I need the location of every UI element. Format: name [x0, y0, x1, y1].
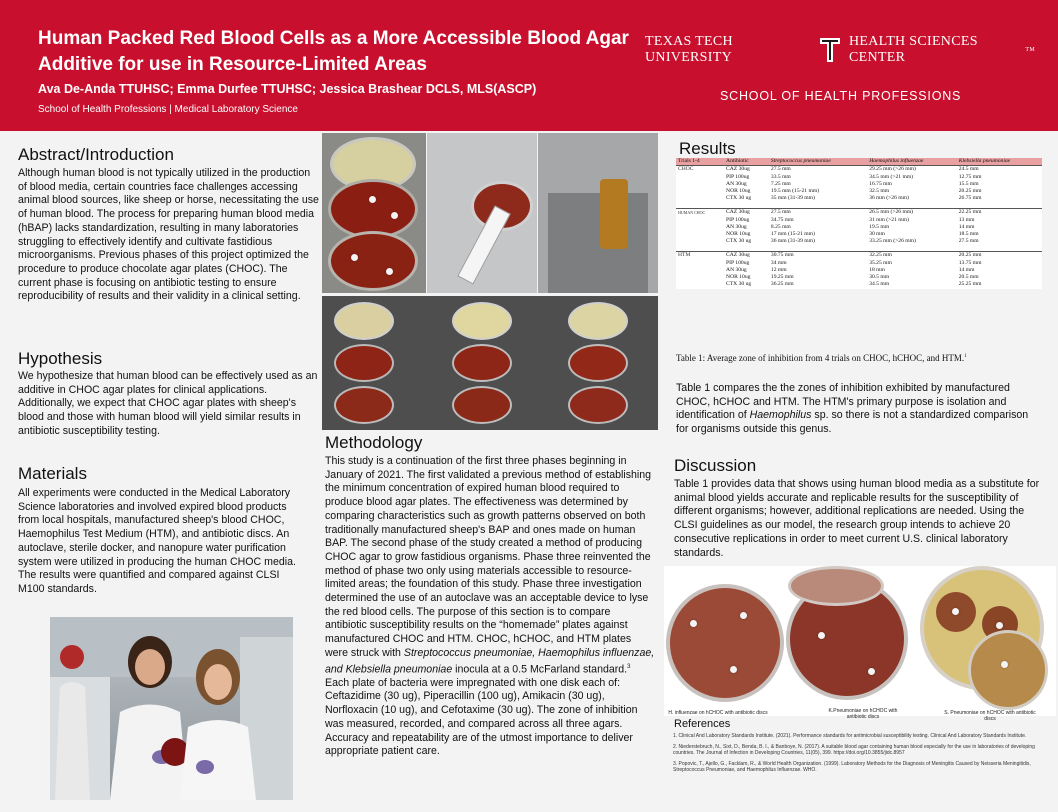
table-cell: 27.5 mm: [958, 238, 979, 245]
table-cell: AN 30ug: [726, 180, 747, 187]
discussion-heading: Discussion: [674, 456, 757, 475]
poster-header: [0, 0, 1058, 131]
table-cell: 27.5 mm: [769, 166, 867, 174]
table-row: [676, 209, 1042, 217]
table-cell: 14 mm: [958, 266, 975, 273]
table-cell: CTX 30 ug: [726, 281, 752, 288]
table-cell: 35.25 mm: [869, 259, 892, 266]
results-text-1: Table 1 compares the the zones of inhibition exhibited by manufactured CHOC, hCHOC and HTM. The HTM's primary purpose is isolation and identification of: [676, 382, 1010, 422]
autoclave-body: [548, 193, 648, 293]
table-cell: 12.75 mm: [958, 173, 982, 180]
table-cell: CAZ 30ug: [724, 166, 769, 174]
table-caption-sup: 1: [964, 354, 967, 359]
reference-item: 2. Niederstebruch, N., Sixt, D., Benda, B. I., & Banboye, N. (2017). A suitable blood agar containing human blood especially for the use in laboratories of developing countries. The Journal of Infection in Developing Countries, 11(05), 399. https://doi.org/10.3855/jidc.8957: [673, 743, 1035, 756]
table-cell: 25.25 mm: [958, 281, 982, 288]
photo-caption-h-influenzae: H. influenzae on hCHOC with antibiotic discs: [668, 710, 768, 716]
table-row: [676, 267, 1042, 274]
table-cell: 8.25 mm: [770, 223, 791, 230]
researchers-photo: [50, 617, 293, 800]
methodology-text-1: This study is a continuation of the first three phases beginning in January of 2021. The first validated a previous method of establishing the minimum concentration of expired human blood required to produce blood agar plates. The effectiveness was determined by comparing characteristics such as growth patterns observed on both traditionally manufactured sheep's BAP and ones made on human BAP. The second phase of the study created a method of producing CHOC agar to grow fastidious organisms. Phase three reinvented the method of phase two only using materials accessible to resource-limited areas; the foundation of this study. Phase three investigation determined the use of an autoclave was an acceptable device to lyse the red blood cells. The purpose of this section is to compare antibiotic susceptibility results on the “homemade” plates against manufactured CHOC and HTM. CHOC, hCHOC, and HTM plates were struck with: [325, 455, 652, 659]
methodology-text: [325, 455, 655, 759]
university-banner: [645, 34, 1035, 66]
school-name: SCHOOL OF HEALTH PROFESSIONS: [720, 89, 962, 103]
materials-heading: Materials: [18, 464, 87, 483]
table-group-label: HTM: [676, 252, 724, 260]
table-cell: 31 mm (>21 mm): [869, 216, 909, 223]
table-cell: AN 30ug: [726, 223, 747, 230]
methodology-text-3: Each plate of bacteria were impregnated with one disk each of: Ceftazidime (30 ug), Piperacillin (100 ug), Amikacin (30 ug), Norfloxacin (10 ug), and Cefotaxime (30 ug). The zone of inhibition was measured, recorded, and compared across all three agars. Accuracy and repeatability are of the utmost importance to deliver appropriate patient care.: [325, 676, 638, 758]
table-cell: 15.5 mm: [958, 180, 979, 187]
table-cell: PIP 100ug: [726, 216, 750, 223]
table-cell: 17 mm (15-21 mm): [770, 231, 815, 238]
table-cell: 7.25 mm: [770, 180, 791, 187]
results-text: [676, 382, 1042, 437]
table-cell: 24.5 mm: [957, 166, 1042, 174]
table-cell: 22.25 mm: [957, 209, 1042, 217]
table-cell: 36 mm (>26 mm): [869, 195, 909, 202]
table-cell: 26.75 mm: [958, 195, 982, 202]
table-cell: 30.75 mm: [769, 252, 867, 260]
table-cell: 27.5 mm: [769, 209, 867, 217]
table-cell: 26.5 mm (>26 mm): [867, 209, 957, 217]
references-list: [673, 733, 1053, 778]
table-cell: PIP 100ug: [726, 259, 750, 266]
table-cell: 12 mm: [770, 266, 787, 273]
table-cell: 19.5 mm: [869, 223, 890, 230]
reference-item: 3. Popovic, T., Ajello, G., Facklam, R., & World Health Organization. (1999). Laboratory Methods for the Diagnosis of Meningitis Caused by Neisseria Meningitidis, Streptococcus Pneumoniae, and Haemophilus Influenzae. WHO.: [673, 760, 1031, 773]
table-caption-text: Table 1: Average zone of inhibition from 4 trials on CHOC, hCHOC, and HTM.: [676, 353, 965, 363]
table-row: [676, 252, 1042, 260]
table-cell: NOR 10ug: [726, 231, 751, 238]
agar-plate: [328, 179, 418, 239]
double-t-logo-icon: [819, 36, 841, 64]
results-table: [676, 158, 1042, 289]
table-cell: 14 mm: [958, 223, 975, 230]
table-cell: 30 mm: [869, 231, 885, 238]
results-italic: Haemophilus: [749, 409, 812, 422]
materials-text: All experiments were conducted in the Medical Laboratory Science laboratories and involved expired blood products from local hospitals, manufactured sheep's blood CHOC, Haemophilus Test Medium (HTM), and antibiotic discs. An autoclave, sterile docker, and nanopure water purification system were utilized in producing the human CHOC media. The results were quantified and compared against CLSI M100 standards.: [18, 487, 296, 595]
table-cell: 19.25 mm: [770, 274, 794, 281]
plates-photo-2: [427, 133, 537, 293]
table-header-cell: Antibiotic: [724, 158, 769, 166]
table-cell: 32.25 mm: [867, 252, 957, 260]
table-cell: 16.75 mm: [869, 180, 892, 187]
trademark-mark: TM: [1025, 47, 1035, 53]
poster-affiliation: School of Health Professions | Medical Laboratory Science: [38, 104, 298, 115]
table-cell: 33.25 mm (>26 mm): [869, 238, 916, 245]
table-row: [676, 195, 1042, 202]
plates-photo-1: [322, 133, 426, 293]
table-cell: 20.25 mm: [957, 252, 1042, 260]
table-cell: CAZ 30ug: [724, 252, 769, 260]
table-row: [676, 217, 1042, 224]
discussion-plates-photo: [664, 566, 1056, 716]
table-row: [676, 238, 1042, 245]
table-cell: 30.5 mm: [869, 274, 890, 281]
table-cell: 34.5 mm (>21 mm): [869, 173, 914, 180]
table-header-row: [676, 158, 1042, 166]
photo-caption-s-pneumoniae: S. Pneumoniae on hCHOC with antibiotic discs: [944, 710, 1036, 722]
table-row: [676, 231, 1042, 238]
table-header-cell: Haemophilus influenzae: [867, 158, 957, 166]
table-cell: NOR 10ug: [726, 188, 751, 195]
table-cell: 34 mm: [770, 259, 787, 266]
poster-authors: Ava De-Anda TTUHSC; Emma Durfee TTUHSC; Jessica Brashear DCLS, MLS(ASCP): [38, 82, 537, 96]
agar-plate-h-influenzae: [666, 584, 784, 702]
table-cell: 34.5 mm: [869, 281, 890, 288]
table-cell: 19.5 mm (15-21 mm): [770, 188, 820, 195]
methodology-sup: 3: [627, 663, 631, 670]
table-cell: CTX 30 ug: [726, 238, 752, 245]
table-cell: 20.25 mm: [958, 188, 982, 195]
agar-plate: [328, 231, 418, 291]
table-cell: CAZ 30ug: [724, 209, 769, 217]
table-cell: 20.5 mm: [958, 274, 979, 281]
table-cell: 18.5 mm: [958, 231, 979, 238]
table-cell: 36.25 mm: [770, 281, 794, 288]
table-row: [676, 274, 1042, 281]
table-group-label: CHOC: [676, 166, 724, 174]
table-cell: 29.25 mm (>26 mm): [867, 166, 957, 174]
abstract-heading: Abstract/Introduction: [18, 145, 174, 164]
table-cell: 32.5 mm: [869, 188, 890, 195]
plates-comparison-photo: [322, 296, 658, 430]
table-row: [676, 188, 1042, 195]
table-header-cell: Streptococcus pneumoniae: [769, 158, 867, 166]
table-row: [676, 224, 1042, 231]
hypothesis-heading: Hypothesis: [18, 349, 103, 368]
table-cell: 13.75 mm: [958, 259, 982, 266]
table-cell: 33.5 mm: [770, 173, 791, 180]
autoclave-photo: [538, 133, 658, 293]
table-group-label: HUMAN CHOC: [676, 209, 724, 217]
discussion-text: Table 1 provides data that shows using human blood media as a substitute for animal blood yields accurate and replicable results for the susceptibility of different organisms; however, additional replications are needed. Using the CLSI guidelines as our model, the research group intends to achieve 20 consecutive replications in order to meet current U.S. clinical laboratory standards.: [674, 478, 1040, 559]
reference-item: 1. Clinical And Laboratory Standards Institute. (2021). Performance standards for antimicrobial susceptibility testing. Clinical And Laboratory Standards Institute.: [673, 733, 1027, 739]
table-header-cell: Trials 1-4: [676, 158, 724, 166]
university-name-right: HEALTH SCIENCES CENTER: [848, 34, 978, 65]
table-cell: NOR 10ug: [726, 274, 751, 281]
table-cell: 13 mm: [958, 216, 975, 223]
table-row: [676, 181, 1042, 188]
flask: [600, 179, 628, 249]
table-row: [676, 260, 1042, 267]
methodology-organisms: Streptococcus pneumoniae, Haemophilus influenzae, and Klebsiella pneumoniae: [325, 646, 655, 676]
poster-title: Human Packed Red Blood Cells as a More Accessible Blood Agar Additive for use in Resource-Limited Areas: [38, 28, 629, 75]
methodology-heading: Methodology: [325, 433, 423, 452]
results-text-2: sp. so there is not a standardized comparison for organisms outside this genus.: [676, 409, 1029, 436]
table-header-cell: Klebsiella pneumoniae: [957, 158, 1042, 166]
table-caption: [676, 353, 1046, 363]
table-cell: AN 30ug: [726, 266, 747, 273]
table-row: [676, 166, 1042, 174]
table-cell: 35 mm (31-39 mm): [770, 195, 815, 202]
references-heading: References: [674, 718, 731, 730]
hypothesis-text: We hypothesize that human blood can be effectively used as an additive in CHOC agar plates for clinical applications. Additionally, we expect that CHOC agar plates with sheep's blood and those with human blood will yield similar results in antibiotic susceptibility testing.: [18, 370, 318, 437]
table-row: [676, 281, 1042, 288]
table-cell: 18 mm: [869, 266, 885, 273]
table-cell: 34.75 mm: [770, 216, 794, 223]
photo-caption-k-pneumoniae: K.Pneumoniae on hCHOC with antibiotic discs: [828, 708, 898, 720]
table-cell: PIP 100ug: [726, 173, 750, 180]
abstract-text: Although human blood is not typically utilized in the production of blood media, certain countries face challenges accessing animal blood sources, like sheep or horse, necessitating the use of human blood. The process for preparing human blood media (hBAP) lacks standardization, resulting in many laboratories struggling to effectively identify and cultivate fastidious microorganisms. Previous phases of this project optimized the procedure to produce chocolate agar plates (CHOC). The current phase is focusing on antibiotic testing to ensure reproducibility of results and their validity in a clinical setting.: [18, 167, 319, 303]
table-cell: 36 mm (31-39 mm): [770, 238, 815, 245]
table-cell: CTX 30 ug: [726, 195, 752, 202]
methodology-text-2: inocula at a 0.5 McFarland standard.: [452, 663, 628, 676]
results-heading: Results: [679, 139, 736, 158]
table-row: [676, 174, 1042, 181]
university-name-left: TEXAS TECH UNIVERSITY: [645, 34, 733, 65]
